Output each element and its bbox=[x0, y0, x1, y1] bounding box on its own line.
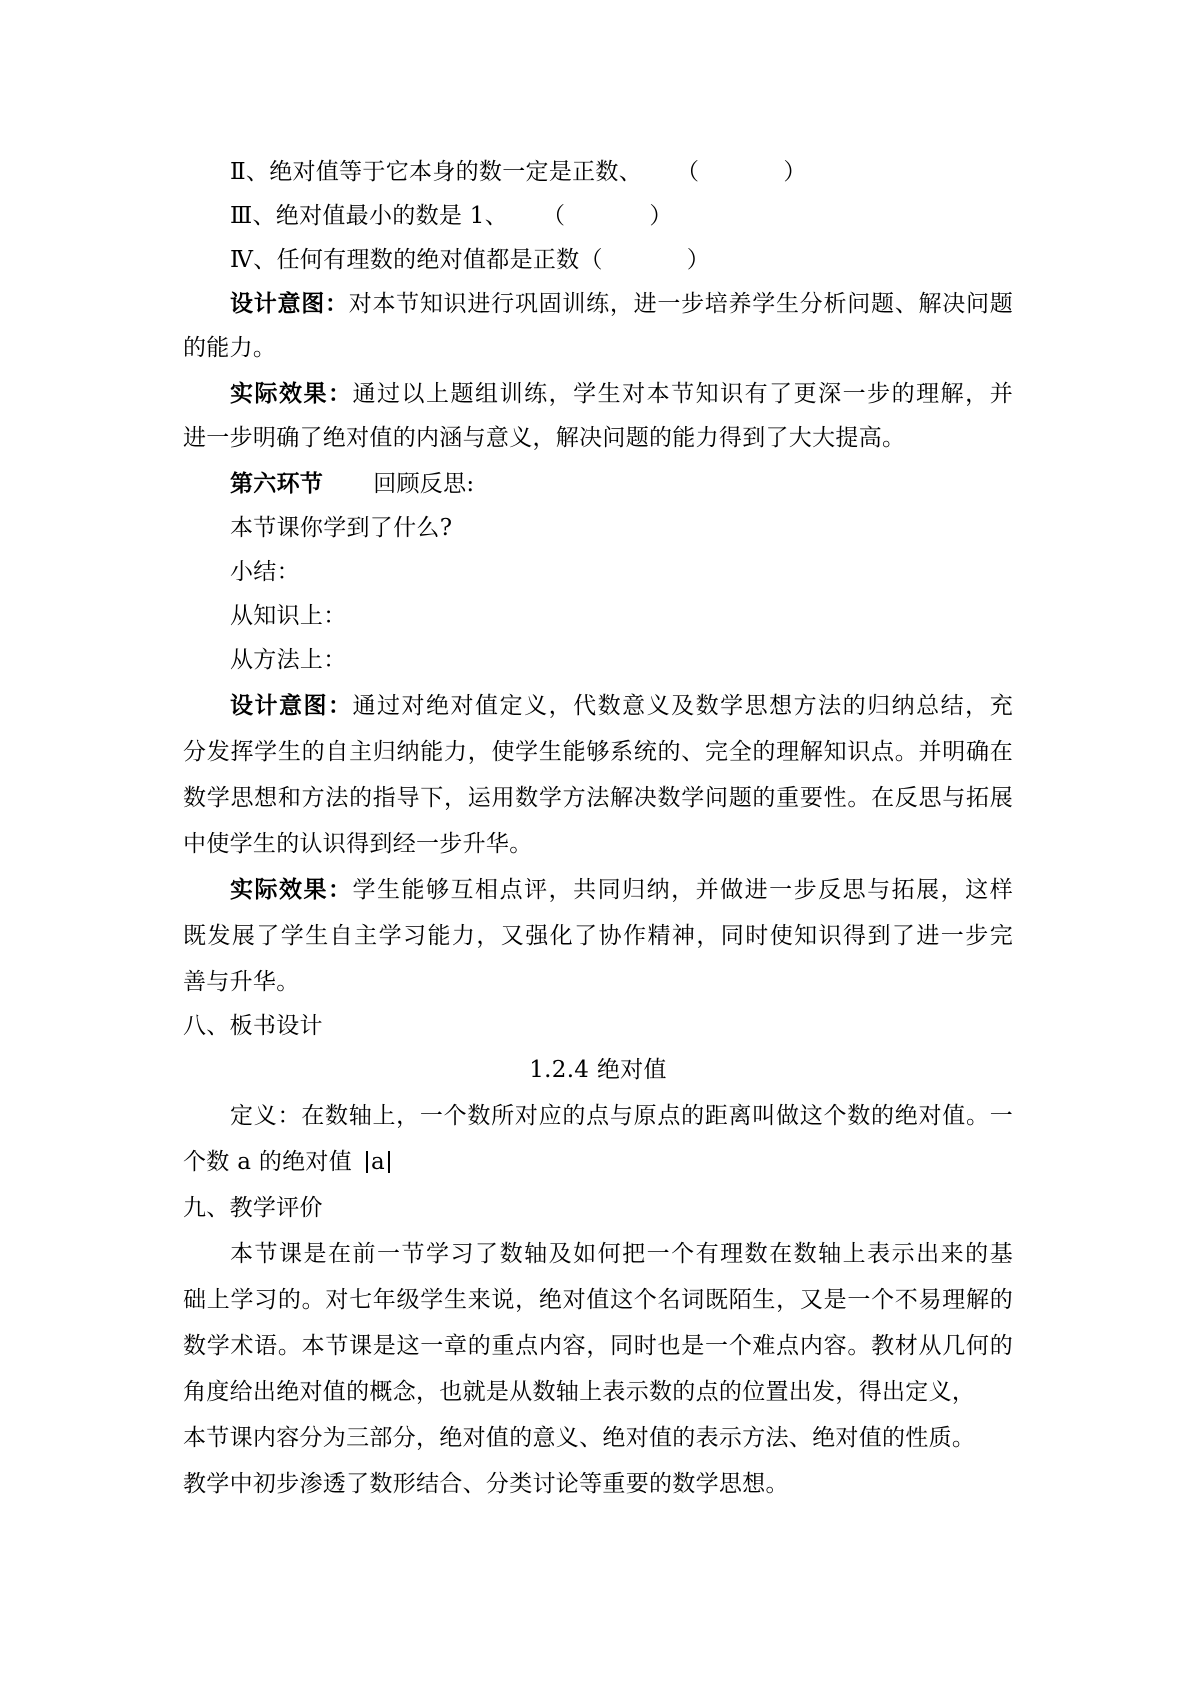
design-intent-2-line4: 中使学生的认识得到经一步升华。 bbox=[183, 831, 533, 857]
actual-effect-1-cont: 进一步明确了绝对值的内涵与意义，解决问题的能力得到了大大提高。 bbox=[183, 425, 906, 451]
exercise-text: Ⅲ、绝对值最小的数是 1、 bbox=[230, 203, 509, 229]
knowledge-label: 从知识上： bbox=[230, 603, 347, 629]
answer-bracket-close: ） bbox=[649, 203, 673, 229]
answer-bracket-open: （ bbox=[676, 159, 700, 185]
actual-effect-2-line2: 既发展了学生自主学习能力，又强化了协作精神，同时使知识得到了进一步完 bbox=[183, 923, 1013, 949]
answer-bracket-open: （ bbox=[542, 203, 566, 229]
teaching-evaluation-heading: 九、教学评价 bbox=[183, 1195, 323, 1221]
actual-effect-label: 实际效果： bbox=[230, 876, 353, 903]
evaluation-line1: 本节课是在前一节学习了数轴及如何把一个有理数在数轴上表示出来的基 bbox=[230, 1241, 1013, 1267]
section-title: 回顾反思: bbox=[373, 471, 475, 497]
paragraph-text: 对本节知识进行巩固训练，进一步培养学生分析问题、解决问题 bbox=[348, 291, 1013, 317]
board-title: 1.2.4 绝对值 bbox=[529, 1057, 667, 1083]
design-intent-2 bbox=[230, 684, 1013, 728]
answer-bracket-close: ） bbox=[686, 247, 711, 273]
board-design-heading: 八、板书设计 bbox=[183, 1013, 323, 1039]
design-intent-label: 设计意图： bbox=[230, 290, 349, 317]
exercise-text: Ⅳ、任何有理数的绝对值都是正数 bbox=[230, 247, 580, 273]
section-six-heading bbox=[230, 462, 474, 506]
evaluation-line6: 教学中初步渗透了数形结合、分类讨论等重要的数学思想。 bbox=[183, 1471, 789, 1497]
exercise-text: Ⅱ、绝对值等于它本身的数一定是正数、 bbox=[230, 159, 643, 185]
definition-line: 定义：在数轴上，一个数所对应的点与原点的距离叫做这个数的绝对值。一 bbox=[230, 1103, 1013, 1129]
evaluation-line2: 础上学习的。对七年级学生来说，绝对值这个名词既陌生，又是一个不易理解的 bbox=[183, 1287, 1013, 1313]
design-intent-2-line2: 分发挥学生的自主归纳能力，使学生能够系统的、完全的理解知识点。并明确在 bbox=[183, 739, 1013, 765]
design-intent-label: 设计意图： bbox=[230, 692, 353, 719]
evaluation-line3: 数学术语。本节课是这一章的重点内容，同时也是一个难点内容。教材从几何的 bbox=[183, 1333, 1013, 1359]
evaluation-line4: 角度给出绝对值的概念，也就是从数轴上表示数的点的位置出发，得出定义， bbox=[183, 1379, 976, 1405]
review-question: 本节课你学到了什么? bbox=[230, 515, 453, 541]
method-label: 从方法上： bbox=[230, 647, 347, 673]
design-intent-1 bbox=[230, 282, 1013, 326]
definition-cont bbox=[183, 1140, 390, 1184]
section-label: 第六环节 bbox=[230, 470, 324, 497]
design-intent-2-line3: 数学思想和方法的指导下，运用数学方法解决数学问题的重要性。在反思与拓展 bbox=[183, 785, 1013, 811]
definition-text: 个数 a 的绝对值 bbox=[183, 1149, 353, 1175]
exercise-item-3 bbox=[230, 194, 673, 238]
actual-effect-1 bbox=[230, 372, 1013, 416]
answer-bracket-open: （ bbox=[579, 247, 603, 273]
summary-label: 小结： bbox=[230, 559, 300, 585]
actual-effect-label: 实际效果： bbox=[230, 380, 353, 407]
exercise-item-2 bbox=[230, 150, 807, 194]
answer-bracket-close: ） bbox=[783, 159, 807, 185]
evaluation-line5: 本节课内容分为三部分，绝对值的意义、绝对值的表示方法、绝对值的性质。 bbox=[183, 1425, 976, 1451]
paragraph-text: 学生能够互相点评，共同归纳，并做进一步反思与拓展，这样 bbox=[352, 877, 1013, 903]
paragraph-text: 通过以上题组训练，学生对本节知识有了更深一步的理解，并 bbox=[352, 381, 1013, 407]
absolute-value-symbol: a bbox=[366, 1151, 390, 1173]
actual-effect-2 bbox=[230, 868, 1013, 912]
paragraph-text: 通过对绝对值定义，代数意义及数学思想方法的归纳总结，充 bbox=[352, 693, 1013, 719]
design-intent-1-cont: 的能力。 bbox=[183, 335, 277, 361]
actual-effect-2-line3: 善与升华。 bbox=[183, 969, 300, 995]
exercise-item-4 bbox=[230, 238, 710, 282]
